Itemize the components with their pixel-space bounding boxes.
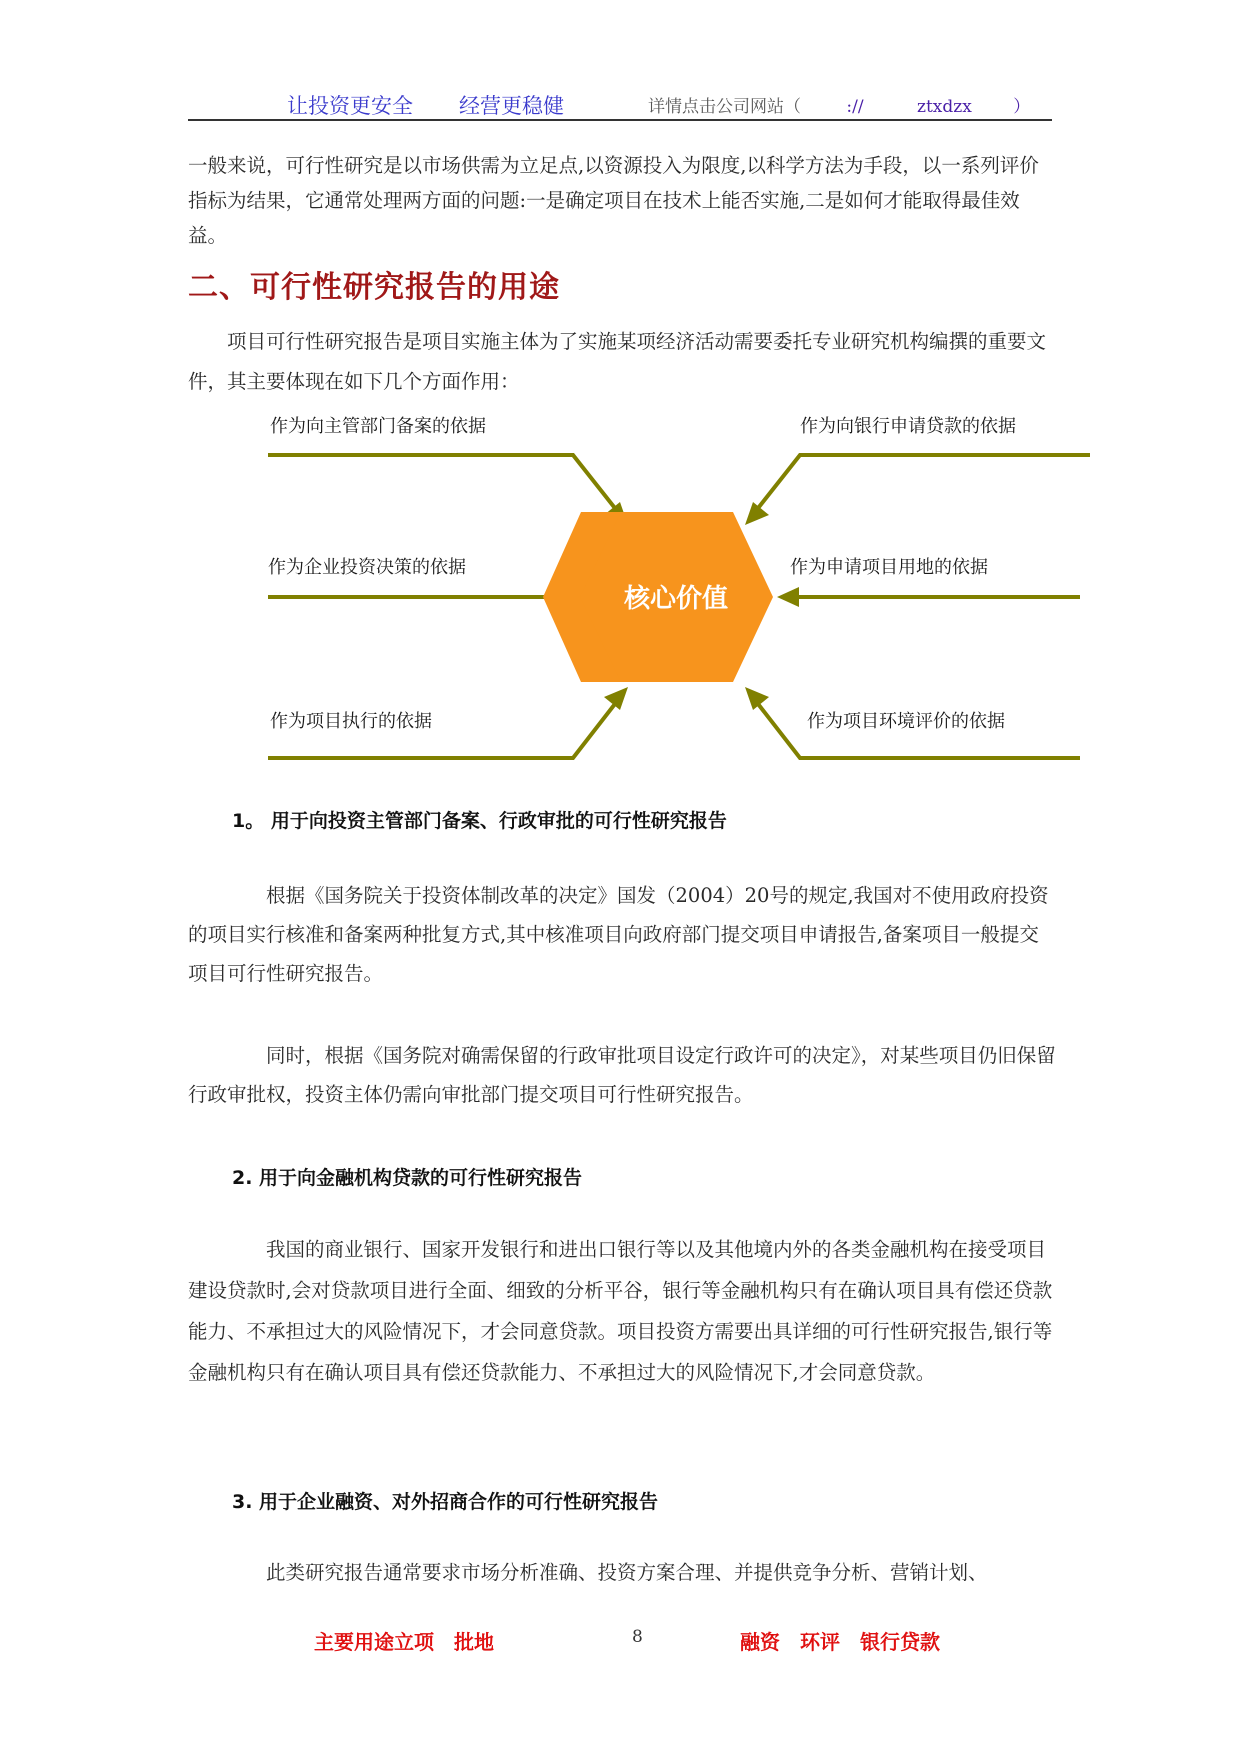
subsection-1-text-1: 根据《国务院关于投资体制改革的决定》国发（2004）20号的规定,我国对不使用政府投资的项目实行核准和备案两种批复方式,其中核准项目向政府部门提交项目申请报告,备案项目一般提交项目可行性研究报告。 — [188, 884, 1049, 985]
header-info-prefix: 详情点击公司网站（ — [648, 97, 801, 117]
intro-paragraph — [188, 148, 1058, 253]
footer-right-text: 融资 环评 银行贷款 — [740, 1630, 940, 1654]
subsection-1-paragraph-1 — [188, 876, 1058, 993]
intro-paragraph-text: 一般来说，可行性研究是以市场供需为立足点,以资源投入为限度,以科学方法为手段，以一系列评价指标为结果，它通常处理两方面的问题:一是确定项目在技术上能否实施,二是如何才能取得最佳效益。 — [188, 154, 1039, 247]
label-mid-right: 作为申请项目用地的依据 — [790, 557, 988, 578]
footer-left-text: 主要用途立项 批地 — [314, 1630, 494, 1654]
subsection-heading-2: 2. 用于向金融机构贷款的可行性研究报告 — [232, 1167, 583, 1189]
page-number: 8 — [632, 1627, 643, 1647]
label-top-left: 作为向主管部门备案的依据 — [270, 416, 486, 437]
section-intro-text: 项目可行性研究报告是项目实施主体为了实施某项经济活动需要委托专业研究机构编撰的重要文件，其主要体现在如下几个方面作用： — [188, 330, 1047, 393]
subsection-1-text-2: 同时，根据《国务院对确需保留的行政审批项目设定行政许可的决定》，对某些项目仍旧保留行政审批权，投资主体仍需向审批部门提交项目可行性研究报告。 — [188, 1044, 1056, 1106]
header-url-scheme[interactable]: :// — [846, 97, 864, 117]
label-mid-left: 作为企业投资决策的依据 — [268, 557, 466, 578]
subsection-1-paragraph-2 — [188, 1036, 1058, 1114]
subsection-3-paragraph-1 — [188, 1553, 1058, 1592]
arrowhead-top-right — [745, 502, 769, 525]
arrow-top-right — [755, 455, 1090, 512]
subsection-2-text-1: 我国的商业银行、国家开发银行和进出口银行等以及其他境内外的各类金融机构在接受项目建设贷款时,会对贷款项目进行全面、细致的分析平谷，银行等金融机构只有在确认项目具有偿还贷款能力、不承担过大的风险情况下，才会同意贷款。项目投资方需要出具详细的可行性研究报告,银行等金融机构只有在确认项目具有偿还贷款能力、不承担过大的风险情况下,才会同意贷款。 — [188, 1238, 1053, 1384]
section-intro — [188, 322, 1058, 402]
subsection-3-text-1: 此类研究报告通常要求市场分析准确、投资方案合理、并提供竞争分析、营销计划、 — [266, 1561, 988, 1584]
core-value-label: 核心价值 — [623, 584, 729, 614]
subsection-heading-1: 1。 用于向投资主管部门备案、行政审批的可行性研究报告 — [232, 810, 727, 832]
header-divider — [188, 119, 1052, 121]
label-top-right: 作为向银行申请贷款的依据 — [800, 416, 1016, 437]
label-bot-right: 作为项目环境评价的依据 — [807, 711, 1005, 732]
subsection-heading-3: 3. 用于企业融资、对外招商合作的可行性研究报告 — [232, 1491, 659, 1513]
header-info-suffix: ） — [1013, 97, 1031, 117]
header-slogan-1: 让投资更安全 — [287, 94, 413, 118]
arrowhead-mid-right — [777, 587, 799, 607]
header-url-domain[interactable]: ztxdzx — [917, 97, 972, 117]
label-bot-left: 作为项目执行的依据 — [270, 711, 432, 732]
header-slogan-2: 经营更稳健 — [459, 94, 564, 118]
arrow-top-left — [268, 455, 618, 512]
core-value-diagram — [0, 400, 1241, 780]
header-website-info — [648, 92, 1030, 117]
subsection-2-paragraph-1 — [188, 1229, 1058, 1393]
arrowhead-bot-right — [745, 687, 769, 710]
section-title: 二、可行性研究报告的用途 — [188, 270, 560, 305]
arrowhead-bot-left — [604, 687, 628, 710]
